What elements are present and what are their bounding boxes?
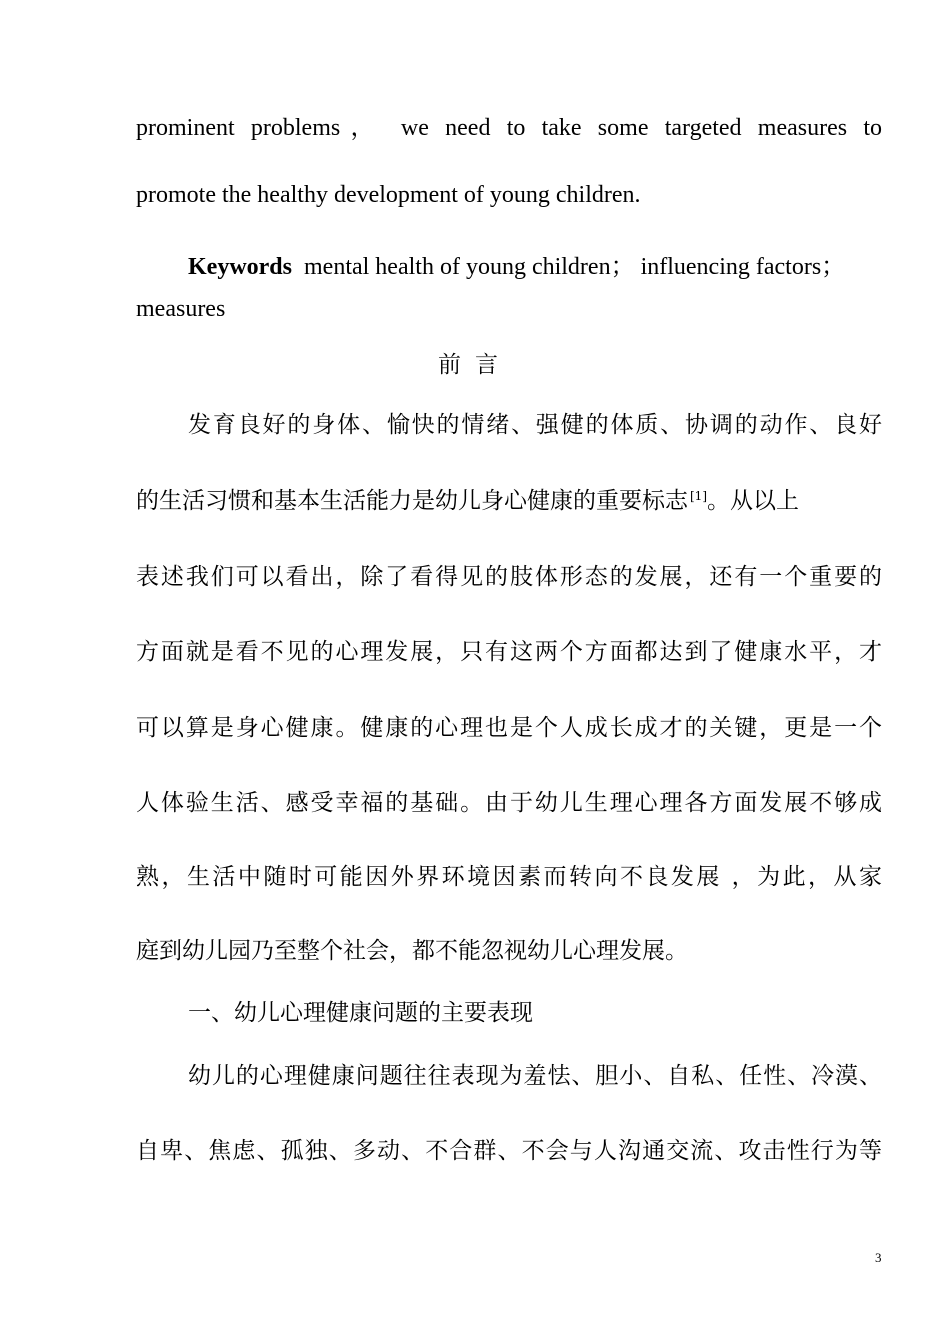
section-1-line-1 bbox=[188, 1057, 882, 1090]
keywords-text: mental health of young children； influencing factors； bbox=[304, 254, 846, 280]
abstract-line-1: prominent problems， we need to take some targeted measures to bbox=[136, 115, 882, 141]
preface-line-6: 人体验生活、感受幸福的基础。由于幼儿生理心理各方面发展不够成 bbox=[136, 790, 882, 816]
preface-line-2 bbox=[136, 482, 882, 515]
keywords-label: Keywords bbox=[188, 254, 292, 280]
preface-line-5: 可以算是身心健康。健康的心理也是个人成长成才的关键，更是一个 bbox=[136, 715, 882, 741]
preface-line-3: 表述我们可以看出，除了看得见的肢体形态的发展，还有一个重要的 bbox=[136, 564, 882, 590]
preface-line-4: 方面就是看不见的心理发展，只有这两个方面都达到了健康水平，才 bbox=[136, 639, 882, 665]
section-1-line-1-text: 幼儿的心理健康问题往往表现为羞怯、胆小、自私、任性、冷漠、 bbox=[188, 1063, 882, 1089]
preface-line-8: 庭到幼儿园乃至整个社会，都不能忽视幼儿心理发展。 bbox=[136, 938, 688, 964]
section-1-line-2: 自卑、焦虑、孤独、多动、不合群、不会与人沟通交流、攻击性行为等 bbox=[136, 1138, 882, 1164]
section-1-heading: 一、幼儿心理健康问题的主要表现 bbox=[188, 1000, 533, 1026]
citation-marker: [1] bbox=[690, 489, 707, 503]
page-number: 3 bbox=[875, 1250, 882, 1265]
keywords-continuation: measures bbox=[136, 296, 226, 322]
preface-line-7: 熟，生活中随时可能因外界环境因素而转向不良发展 ，为此，从家 bbox=[136, 864, 882, 890]
preface-line-2-text: 的生活习惯和基本生活能力是幼儿身心健康的重要标志 bbox=[136, 488, 688, 514]
preface-line-1-text: 发育良好的身体、愉快的情绪、强健的体质、协调的动作、良好 bbox=[188, 412, 882, 438]
keywords-line bbox=[188, 246, 882, 281]
preface-line-2-tail: 。从以上 bbox=[707, 488, 799, 514]
preface-title: 前言 bbox=[438, 352, 512, 378]
preface-line-1 bbox=[188, 406, 882, 439]
abstract-line-2: promote the healthy development of young children. bbox=[136, 182, 641, 208]
